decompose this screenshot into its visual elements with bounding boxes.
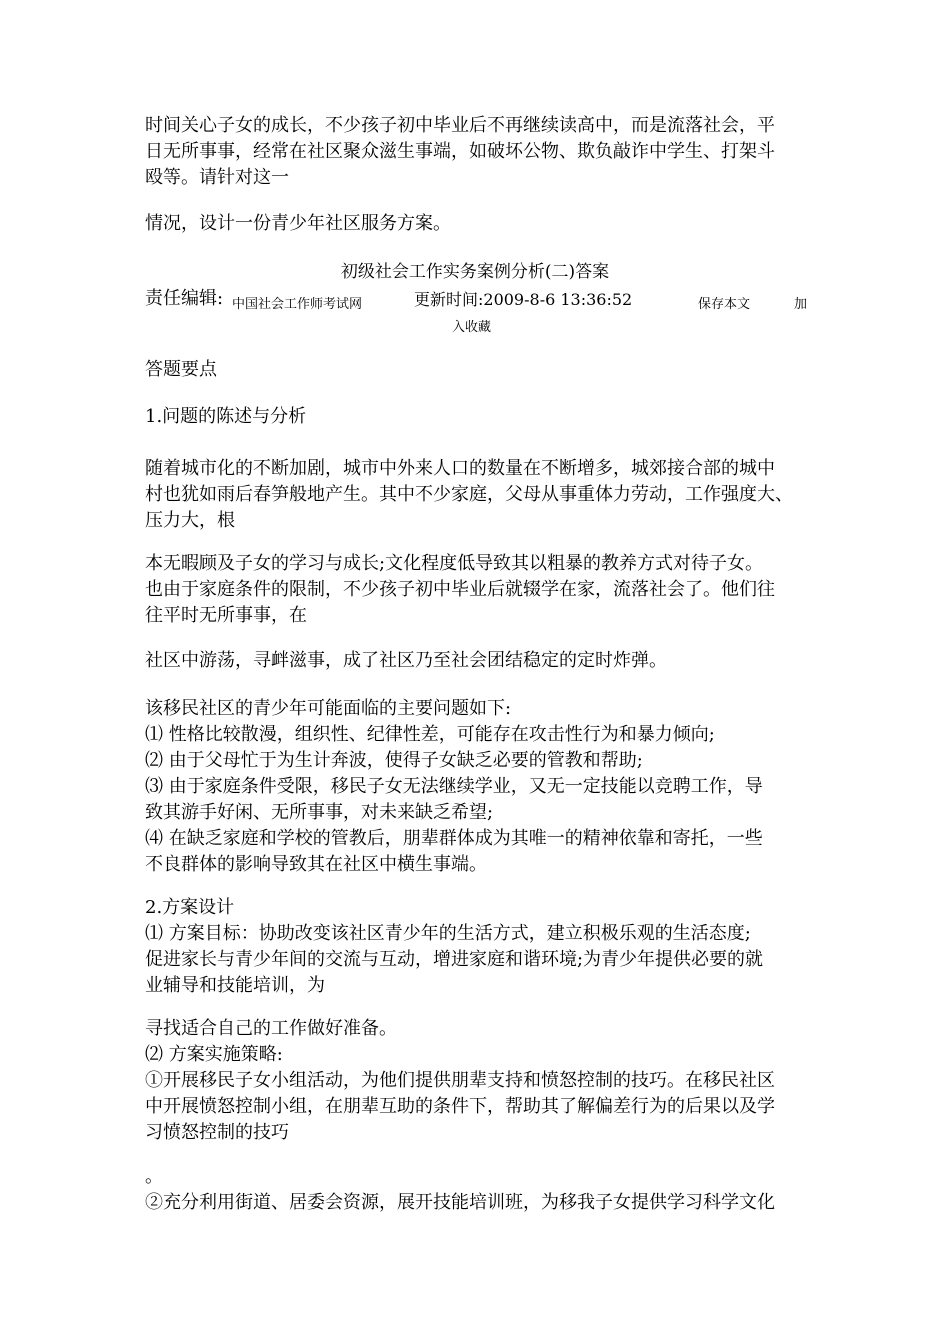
body-line: 业辅导和技能培训，为 bbox=[145, 975, 325, 996]
body-line: 随着城市化的不断加剧，城市中外来人口的数量在不断增多，城郊接合部的城中 bbox=[145, 458, 775, 479]
body-line: 寻找适合自己的工作做好准备。 bbox=[145, 1018, 397, 1039]
section-heading: 2.方案设计 bbox=[145, 897, 235, 918]
body-line: 也由于家庭条件的限制，不少孩子初中毕业后就辍学在家，流落社会了。他们往 bbox=[145, 579, 775, 600]
list-item: ⑷ 在缺乏家庭和学校的管教后，朋辈群体成为其唯一的精神依靠和寄托，一些 bbox=[145, 828, 763, 849]
intro-line-4: 情况，设计一份青少年社区服务方案。 bbox=[145, 213, 451, 234]
section-heading: 1.问题的陈述与分析 bbox=[145, 406, 307, 427]
intro-line-2: 日无所事事，经常在社区聚众滋生事端，如破坏公物、欺负敲诈中学生、打架斗 bbox=[145, 141, 775, 162]
add-favorite-link-part2[interactable]: 入收藏 bbox=[452, 320, 492, 335]
list-item: ⑴ 性格比较散漫，组织性、纪律性差，可能存在攻击性行为和暴力倾向; bbox=[145, 724, 715, 745]
body-line: 本无暇顾及子女的学习与成长;文化程度低导致其以粗暴的教养方式对待子女。 bbox=[145, 553, 764, 574]
article-title: 初级社会工作实务案例分析(二)答案 bbox=[340, 262, 610, 282]
body-line: 往平时无所事事，在 bbox=[145, 605, 307, 626]
list-item-continued: 致其游手好闲、无所事事，对未来缺乏希望; bbox=[145, 802, 494, 823]
intro-line-1: 时间关心子女的成长，不少孩子初中毕业后不再继续读高中，而是流落社会，平 bbox=[145, 115, 775, 136]
list-item-continued: 不良群体的影响导致其在社区中横生事端。 bbox=[145, 854, 487, 875]
intro-line-3: 殴等。请针对这一 bbox=[145, 167, 289, 188]
body-line: 村也犹如雨后春笋般地产生。其中不少家庭，父母从事重体力劳动，工作强度大、 bbox=[145, 484, 793, 505]
add-favorite-link-part1[interactable]: 加 bbox=[794, 297, 808, 312]
body-line: 该移民社区的青少年可能面临的主要问题如下: bbox=[145, 698, 512, 719]
body-line: 答题要点 bbox=[145, 359, 217, 380]
list-item: ⑶ 由于家庭条件受限，移民子女无法继续学业，又无一定技能以竞聘工作，导 bbox=[145, 776, 763, 797]
body-line: 习愤怒控制的技巧 bbox=[145, 1122, 289, 1143]
body-line: 压力大，根 bbox=[145, 510, 235, 531]
list-item: ②充分利用街道、居委会资源，展开技能培训班，为移我子女提供学习科学文化 bbox=[145, 1192, 775, 1213]
list-item: ⑵ 方案实施策略: bbox=[145, 1044, 283, 1065]
editor-label: 责任编辑: bbox=[145, 288, 224, 309]
body-line: 社区中游荡，寻衅滋事，成了社区乃至社会团结稳定的定时炸弹。 bbox=[145, 650, 667, 671]
editor-value[interactable]: 中国社会工作师考试网 bbox=[232, 297, 363, 312]
list-item: ①开展移民子女小组活动，为他们提供朋辈支持和愤怒控制的技巧。在移民社区 bbox=[145, 1070, 775, 1091]
body-line: 。 bbox=[145, 1166, 163, 1187]
list-item: ⑴ 方案目标：协助改变该社区青少年的生活方式，建立积极乐观的生活态度; bbox=[145, 923, 751, 944]
body-line: 促进家长与青少年间的交流与互动，增进家庭和谐环境;为青少年提供必要的就 bbox=[145, 949, 764, 970]
body-line: 中开展愤怒控制小组，在朋辈互助的条件下，帮助其了解偏差行为的后果以及学 bbox=[145, 1096, 775, 1117]
list-item: ⑵ 由于父母忙于为生计奔波，使得子女缺乏必要的管教和帮助; bbox=[145, 750, 643, 771]
update-time: 更新时间:2009-8-6 13:36:52 bbox=[414, 290, 633, 309]
save-article-link[interactable]: 保存本文 bbox=[698, 297, 751, 312]
